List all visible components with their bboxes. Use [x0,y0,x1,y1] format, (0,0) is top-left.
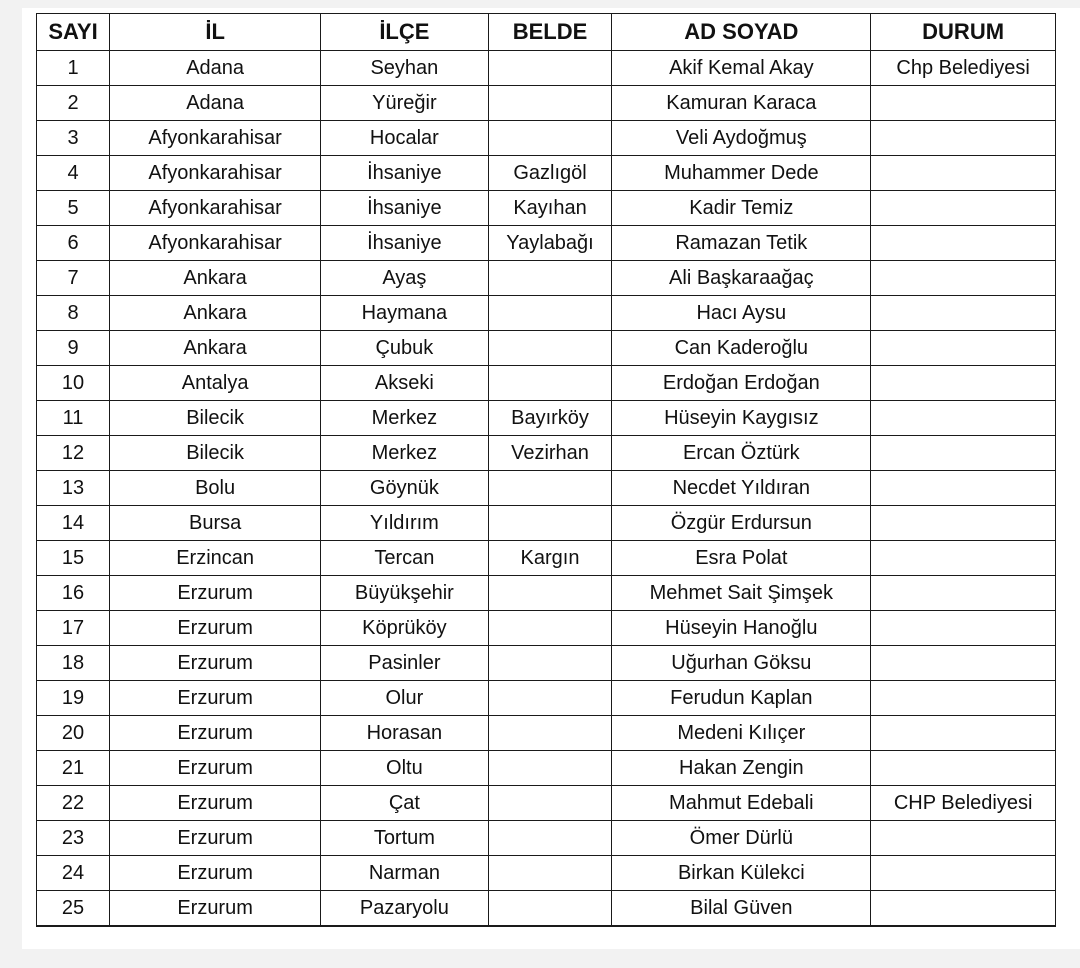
cell-il: Afyonkarahisar [110,191,321,226]
cell-durum [871,331,1056,366]
table-row [37,156,1056,191]
cell-belde [488,786,612,821]
cell-ilce: Merkez [321,436,488,471]
header-durum: DURUM [871,14,1056,51]
cell-durum [871,751,1056,786]
cell-durum [871,821,1056,856]
cell-belde [488,296,612,331]
cell-durum [871,856,1056,891]
cell-sayi: 15 [37,541,110,576]
table-row [37,261,1056,296]
cell-ad-soyad: Can Kaderoğlu [612,331,871,366]
cell-ad-soyad: Birkan Külekci [612,856,871,891]
header-sayi: SAYI [37,14,110,51]
cell-durum [871,681,1056,716]
cell-ad-soyad: Mehmet Sait Şimşek [612,576,871,611]
cell-ad-soyad: Ercan Öztürk [612,436,871,471]
cell-sayi: 22 [37,786,110,821]
cell-ad-soyad: Erdoğan Erdoğan [612,366,871,401]
table-row [37,716,1056,751]
cell-ilce: Göynük [321,471,488,506]
cell-ad-soyad: Medeni Kılıçer [612,716,871,751]
cell-belde [488,121,612,156]
cell-il: Erzurum [110,646,321,681]
cell-ad-soyad: Ramazan Tetik [612,226,871,261]
cell-durum [871,611,1056,646]
table-row [37,541,1056,576]
cell-durum [871,401,1056,436]
cell-belde [488,366,612,401]
cell-ilce: Çubuk [321,331,488,366]
cell-sayi: 20 [37,716,110,751]
cell-belde [488,86,612,121]
cell-ad-soyad: Ferudun Kaplan [612,681,871,716]
cell-belde [488,716,612,751]
table-row [37,121,1056,156]
cell-il: Adana [110,86,321,121]
table-row [37,576,1056,611]
cell-ilce: İhsaniye [321,226,488,261]
cell-ilce: Hocalar [321,121,488,156]
cell-durum [871,646,1056,681]
table-row [37,646,1056,681]
cell-ad-soyad: Hüseyin Hanoğlu [612,611,871,646]
cell-ilce: Ayaş [321,261,488,296]
header-ad-soyad: AD SOYAD [612,14,871,51]
cell-il: Bolu [110,471,321,506]
cell-ad-soyad: Kadir Temiz [612,191,871,226]
table-row [37,611,1056,646]
cell-ilce: Haymana [321,296,488,331]
cell-belde: Kayıhan [488,191,612,226]
table-row [37,191,1056,226]
cell-durum [871,296,1056,331]
cell-ad-soyad: Akif Kemal Akay [612,51,871,86]
cell-il: Afyonkarahisar [110,156,321,191]
cell-il: Adana [110,51,321,86]
header-belde: BELDE [488,14,612,51]
cell-belde: Yaylabağı [488,226,612,261]
cell-belde: Bayırköy [488,401,612,436]
cell-il: Afyonkarahisar [110,226,321,261]
table-row [37,401,1056,436]
table-body [37,51,1056,927]
table-row [37,821,1056,856]
cell-ad-soyad: Necdet Yıldıran [612,471,871,506]
table-row [37,856,1056,891]
cell-ad-soyad: Hüseyin Kaygısız [612,401,871,436]
header-il: İL [110,14,321,51]
cell-il: Erzurum [110,681,321,716]
cell-ilce: Büyükşehir [321,576,488,611]
cell-belde [488,611,612,646]
cell-sayi: 13 [37,471,110,506]
cell-ilce: Seyhan [321,51,488,86]
cell-il: Bilecik [110,436,321,471]
cell-durum [871,156,1056,191]
cell-ilce: İhsaniye [321,156,488,191]
cell-il: Erzurum [110,786,321,821]
table-row [37,86,1056,121]
cell-sayi: 17 [37,611,110,646]
cell-sayi: 24 [37,856,110,891]
cell-sayi: 21 [37,751,110,786]
cell-sayi: 3 [37,121,110,156]
cell-belde [488,856,612,891]
cell-ilce: Yüreğir [321,86,488,121]
cell-il: Antalya [110,366,321,401]
header-ilce: İLÇE [321,14,488,51]
cell-sayi: 16 [37,576,110,611]
cell-sayi: 10 [37,366,110,401]
table-row [37,471,1056,506]
cell-ilce: Tercan [321,541,488,576]
cell-belde [488,646,612,681]
table-row [37,891,1056,927]
cell-ad-soyad: Esra Polat [612,541,871,576]
cell-durum [871,121,1056,156]
cell-belde [488,506,612,541]
cell-ad-soyad: Mahmut Edebali [612,786,871,821]
cell-sayi: 7 [37,261,110,296]
cell-ilce: Tortum [321,821,488,856]
cell-ilce: Horasan [321,716,488,751]
cell-sayi: 14 [37,506,110,541]
cell-durum [871,261,1056,296]
cell-belde: Vezirhan [488,436,612,471]
cell-ilce: Çat [321,786,488,821]
cell-sayi: 25 [37,891,110,927]
cell-durum [871,576,1056,611]
cell-sayi: 19 [37,681,110,716]
table-row [37,331,1056,366]
cell-ad-soyad: Ömer Dürlü [612,821,871,856]
cell-sayi: 9 [37,331,110,366]
cell-belde [488,751,612,786]
cell-ilce: Olur [321,681,488,716]
cell-durum: CHP Belediyesi [871,786,1056,821]
cell-ilce: Oltu [321,751,488,786]
cell-ilce: Pazaryolu [321,891,488,927]
cell-ilce: Akseki [321,366,488,401]
cell-il: Erzurum [110,576,321,611]
table-row [37,506,1056,541]
cell-sayi: 5 [37,191,110,226]
cell-durum [871,191,1056,226]
cell-ilce: İhsaniye [321,191,488,226]
cell-belde: Gazlıgöl [488,156,612,191]
cell-sayi: 23 [37,821,110,856]
cell-il: Bursa [110,506,321,541]
cell-durum [871,541,1056,576]
cell-durum [871,86,1056,121]
table-row [37,296,1056,331]
cell-ad-soyad: Özgür Erdursun [612,506,871,541]
cell-durum [871,436,1056,471]
cell-ad-soyad: Hacı Aysu [612,296,871,331]
cell-sayi: 12 [37,436,110,471]
cell-durum: Chp Belediyesi [871,51,1056,86]
cell-sayi: 8 [37,296,110,331]
table-row [37,51,1056,86]
cell-ilce: Köprüköy [321,611,488,646]
cell-il: Erzurum [110,856,321,891]
cell-ilce: Yıldırım [321,506,488,541]
document-sheet [22,8,1080,949]
cell-belde [488,891,612,927]
cell-il: Afyonkarahisar [110,121,321,156]
cell-ad-soyad: Muhammer Dede [612,156,871,191]
cell-durum [871,226,1056,261]
cell-il: Erzurum [110,891,321,927]
cell-belde [488,821,612,856]
cell-il: Erzurum [110,716,321,751]
cell-durum [871,471,1056,506]
cell-belde [488,51,612,86]
cell-ad-soyad: Veli Aydoğmuş [612,121,871,156]
cell-ad-soyad: Ali Başkaraağaç [612,261,871,296]
cell-sayi: 11 [37,401,110,436]
cell-belde [488,576,612,611]
table-row [37,226,1056,261]
table-header-row [37,14,1056,51]
cell-sayi: 18 [37,646,110,681]
mayors-table [36,13,1056,927]
cell-il: Erzurum [110,821,321,856]
cell-il: Erzurum [110,611,321,646]
cell-belde [488,471,612,506]
cell-ad-soyad: Hakan Zengin [612,751,871,786]
cell-ad-soyad: Kamuran Karaca [612,86,871,121]
table-row [37,366,1056,401]
cell-il: Bilecik [110,401,321,436]
cell-il: Erzurum [110,751,321,786]
table-row [37,681,1056,716]
cell-durum [871,716,1056,751]
cell-il: Ankara [110,331,321,366]
cell-ad-soyad: Uğurhan Göksu [612,646,871,681]
cell-durum [871,506,1056,541]
cell-il: Erzincan [110,541,321,576]
cell-ilce: Merkez [321,401,488,436]
cell-belde [488,331,612,366]
cell-ilce: Pasinler [321,646,488,681]
cell-belde [488,681,612,716]
table-row [37,786,1056,821]
cell-il: Ankara [110,261,321,296]
cell-il: Ankara [110,296,321,331]
table-row [37,751,1056,786]
cell-ad-soyad: Bilal Güven [612,891,871,927]
cell-sayi: 2 [37,86,110,121]
cell-sayi: 6 [37,226,110,261]
cell-sayi: 1 [37,51,110,86]
cell-durum [871,366,1056,401]
cell-sayi: 4 [37,156,110,191]
cell-belde [488,261,612,296]
cell-ilce: Narman [321,856,488,891]
table-row [37,436,1056,471]
cell-belde: Kargın [488,541,612,576]
cell-durum [871,891,1056,927]
